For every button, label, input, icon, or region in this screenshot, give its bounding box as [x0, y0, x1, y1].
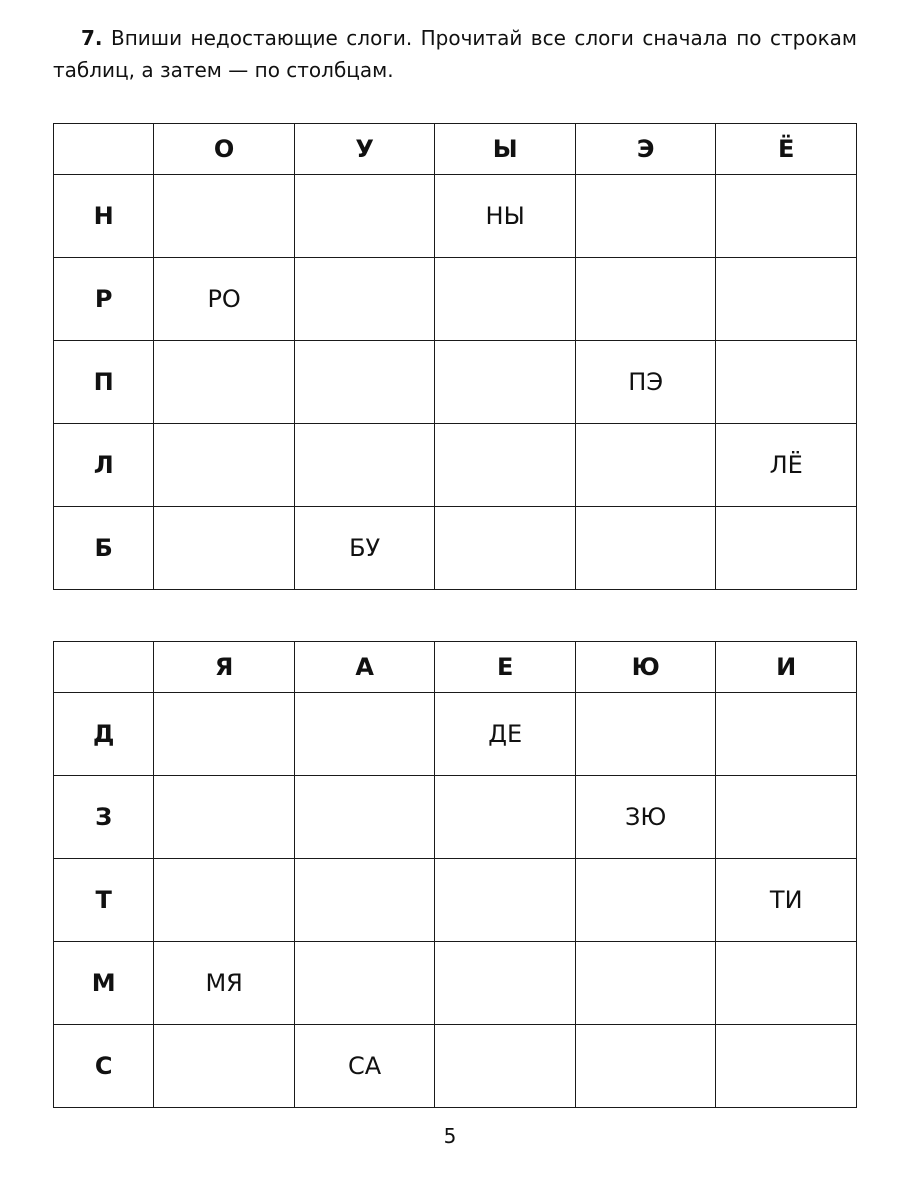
syllable-cell[interactable]: ПЭ	[575, 341, 716, 424]
syllable-cell[interactable]: ЛЁ	[716, 424, 857, 507]
syllable-cell[interactable]	[294, 776, 435, 859]
syllable-cell[interactable]	[294, 424, 435, 507]
table-row	[54, 341, 857, 424]
syllable-cell[interactable]	[154, 693, 295, 776]
corner-cell	[54, 124, 154, 175]
vowel-header: О	[154, 124, 295, 175]
syllable-cell[interactable]: БУ	[294, 507, 435, 590]
syllable-cell[interactable]	[294, 175, 435, 258]
consonant-header: Д	[54, 693, 154, 776]
syllable-cell[interactable]	[575, 942, 716, 1025]
syllable-cell[interactable]	[154, 341, 295, 424]
syllable-cell[interactable]	[716, 175, 857, 258]
vowel-header: Ё	[716, 124, 857, 175]
syllable-cell[interactable]	[575, 859, 716, 942]
syllable-cell[interactable]	[716, 942, 857, 1025]
consonant-header: Л	[54, 424, 154, 507]
vowel-header: Ы	[435, 124, 576, 175]
consonant-header: Т	[54, 859, 154, 942]
syllable-cell[interactable]	[575, 507, 716, 590]
syllable-cell[interactable]	[716, 258, 857, 341]
table-row	[54, 693, 857, 776]
task-text: Впиши недостающие слоги. Прочитай все слоги сначала по строкам таблиц, а затем — по столбцам.	[53, 26, 857, 82]
syllable-cell[interactable]	[294, 258, 435, 341]
vowel-header: И	[716, 642, 857, 693]
syllable-cell[interactable]	[154, 424, 295, 507]
consonant-header: М	[54, 942, 154, 1025]
syllable-cell[interactable]	[435, 258, 576, 341]
syllable-cell[interactable]	[435, 507, 576, 590]
syllable-cell[interactable]	[154, 776, 295, 859]
vowel-header: Ю	[575, 642, 716, 693]
vowel-header: У	[294, 124, 435, 175]
syllable-cell[interactable]: МЯ	[154, 942, 295, 1025]
syllable-cell[interactable]	[575, 175, 716, 258]
syllable-cell[interactable]	[575, 424, 716, 507]
vowel-header: Э	[575, 124, 716, 175]
syllable-cell[interactable]: СА	[294, 1025, 435, 1108]
syllable-table-1	[53, 123, 857, 590]
syllable-cell[interactable]	[575, 693, 716, 776]
syllable-cell[interactable]	[294, 693, 435, 776]
consonant-header: Б	[54, 507, 154, 590]
table-row	[54, 942, 857, 1025]
consonant-header: С	[54, 1025, 154, 1108]
syllable-cell[interactable]	[716, 776, 857, 859]
table-row	[54, 859, 857, 942]
consonant-header: Р	[54, 258, 154, 341]
syllable-cell[interactable]	[435, 341, 576, 424]
syllable-cell[interactable]: РО	[154, 258, 295, 341]
vowel-header: Е	[435, 642, 576, 693]
table-header-row	[54, 642, 857, 693]
syllable-table-2	[53, 641, 857, 1108]
consonant-header: Н	[54, 175, 154, 258]
page-number: 5	[443, 1124, 457, 1148]
task-number: 7.	[81, 26, 103, 50]
vowel-header: Я	[154, 642, 295, 693]
syllable-cell[interactable]	[435, 942, 576, 1025]
table-row	[54, 424, 857, 507]
table-row	[54, 175, 857, 258]
consonant-header: П	[54, 341, 154, 424]
corner-cell	[54, 642, 154, 693]
syllable-cell[interactable]: ДЕ	[435, 693, 576, 776]
consonant-header: З	[54, 776, 154, 859]
syllable-cell[interactable]	[716, 1025, 857, 1108]
vowel-header: А	[294, 642, 435, 693]
syllable-cell[interactable]	[575, 1025, 716, 1108]
syllable-cell[interactable]	[716, 507, 857, 590]
table-row	[54, 1025, 857, 1108]
syllable-cell[interactable]	[716, 693, 857, 776]
task-instruction	[53, 22, 857, 86]
syllable-cell[interactable]	[435, 1025, 576, 1108]
syllable-cell[interactable]: ТИ	[716, 859, 857, 942]
syllable-cell[interactable]	[435, 859, 576, 942]
syllable-cell[interactable]	[154, 507, 295, 590]
table-header-row	[54, 124, 857, 175]
table-row	[54, 776, 857, 859]
syllable-cell[interactable]	[154, 859, 295, 942]
syllable-cell[interactable]	[575, 258, 716, 341]
syllable-cell[interactable]	[154, 175, 295, 258]
syllable-cell[interactable]	[294, 341, 435, 424]
table-row	[54, 258, 857, 341]
syllable-cell[interactable]: НЫ	[435, 175, 576, 258]
syllable-cell[interactable]	[294, 942, 435, 1025]
syllable-cell[interactable]	[154, 1025, 295, 1108]
syllable-cell[interactable]	[294, 859, 435, 942]
syllable-cell[interactable]	[716, 341, 857, 424]
table-row	[54, 507, 857, 590]
syllable-cell[interactable]	[435, 776, 576, 859]
syllable-cell[interactable]	[435, 424, 576, 507]
syllable-cell[interactable]: ЗЮ	[575, 776, 716, 859]
